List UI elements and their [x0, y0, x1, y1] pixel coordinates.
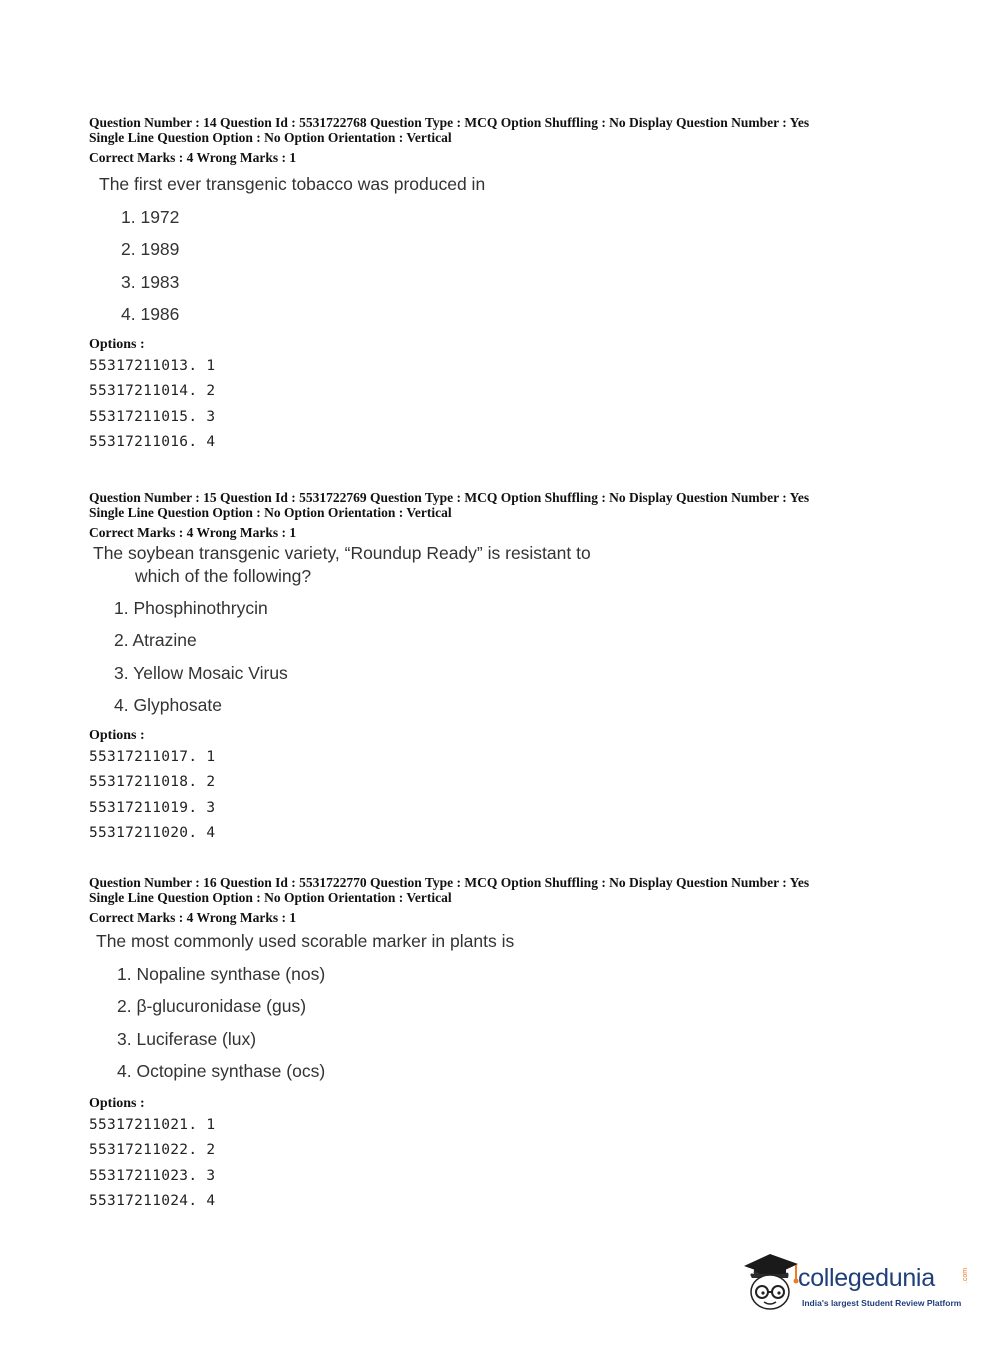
answer-choices — [121, 206, 969, 335]
option-id-list — [89, 1116, 969, 1217]
question-text — [93, 542, 969, 588]
choice-item: 1. Nopaline synthase (nos) — [117, 964, 326, 984]
choice-item: 3. Luciferase (lux) — [117, 1028, 257, 1049]
choice-item: 4. 1986 — [121, 303, 180, 324]
option-id: 55317211023. 3 — [89, 1167, 216, 1184]
question-15 — [89, 490, 969, 849]
choice-item: 3. Yellow Mosaic Virus — [114, 662, 288, 683]
question-16 — [89, 875, 969, 1217]
option-id: 55317211021. 1 — [89, 1117, 216, 1134]
mascot-icon — [740, 1248, 802, 1314]
logo-name: collegedunia — [798, 1264, 935, 1292]
meta-line-1: Question Number : 16 Question Id : 5531722770 Question Type : MCQ Option Shuffling : No Display Question Number : Yes — [89, 875, 810, 890]
option-id: 55317211020. 4 — [89, 825, 216, 842]
choice-item: 1. 1972 — [121, 207, 180, 227]
options-label: Options : — [89, 728, 145, 744]
question-text — [96, 930, 969, 953]
question-text-line: The most commonly used scorable marker in plants is — [96, 931, 515, 951]
meta-line-2: Single Line Question Option : No Option Orientation : Vertical — [89, 890, 452, 905]
answer-choices — [114, 597, 969, 726]
option-id-list — [89, 748, 969, 849]
option-id: 55317211017. 1 — [89, 749, 216, 766]
choice-item: 3. 1983 — [121, 271, 180, 292]
collegedunia-logo — [740, 1248, 970, 1318]
marks-line: Correct Marks : 4 Wrong Marks : 1 — [89, 525, 297, 540]
meta-line-1: Question Number : 14 Question Id : 5531722768 Question Type : MCQ Option Shuffling : No Display Question Number : Yes — [89, 115, 810, 130]
option-id-list — [89, 357, 969, 458]
choice-item: 4. Octopine synthase (ocs) — [117, 1060, 326, 1081]
question-meta — [89, 490, 969, 540]
option-id: 55317211018. 2 — [89, 774, 216, 791]
meta-line-2: Single Line Question Option : No Option Orientation : Vertical — [89, 130, 452, 145]
choice-item: 1. Phosphinothrycin — [114, 598, 268, 618]
choice-item: 4. Glyphosate — [114, 694, 222, 715]
question-text-continuation: which of the following? — [135, 566, 312, 586]
options-label: Options : — [89, 1096, 145, 1112]
logo-suffix: .com — [962, 1267, 970, 1284]
question-14 — [89, 115, 969, 458]
choice-item: 2. 1989 — [121, 239, 180, 260]
options-label: Options : — [89, 337, 145, 353]
choice-item: 2. Atrazine — [114, 630, 197, 651]
option-id: 55317211016. 4 — [89, 434, 216, 451]
option-id: 55317211019. 3 — [89, 799, 216, 816]
marks-line: Correct Marks : 4 Wrong Marks : 1 — [89, 150, 297, 165]
option-id: 55317211013. 1 — [89, 358, 216, 375]
answer-choices — [117, 963, 969, 1092]
option-id: 55317211015. 3 — [89, 408, 216, 425]
meta-line-2: Single Line Question Option : No Option Orientation : Vertical — [89, 505, 452, 520]
option-id: 55317211022. 2 — [89, 1142, 216, 1159]
question-text-line: The soybean transgenic variety, “Roundup Ready” is resistant to — [93, 543, 591, 563]
logo-tagline: India's largest Student Review Platform — [802, 1298, 962, 1308]
question-meta — [89, 115, 969, 165]
marks-line: Correct Marks : 4 Wrong Marks : 1 — [89, 910, 297, 925]
question-text — [99, 173, 969, 196]
option-id: 55317211024. 4 — [89, 1193, 216, 1210]
choice-item: 2. β-glucuronidase (gus) — [117, 996, 307, 1017]
question-meta — [89, 875, 969, 925]
question-text-line: The first ever transgenic tobacco was produced in — [99, 174, 486, 194]
meta-line-1: Question Number : 15 Question Id : 5531722769 Question Type : MCQ Option Shuffling : No Display Question Number : Yes — [89, 490, 810, 505]
option-id: 55317211014. 2 — [89, 383, 216, 400]
